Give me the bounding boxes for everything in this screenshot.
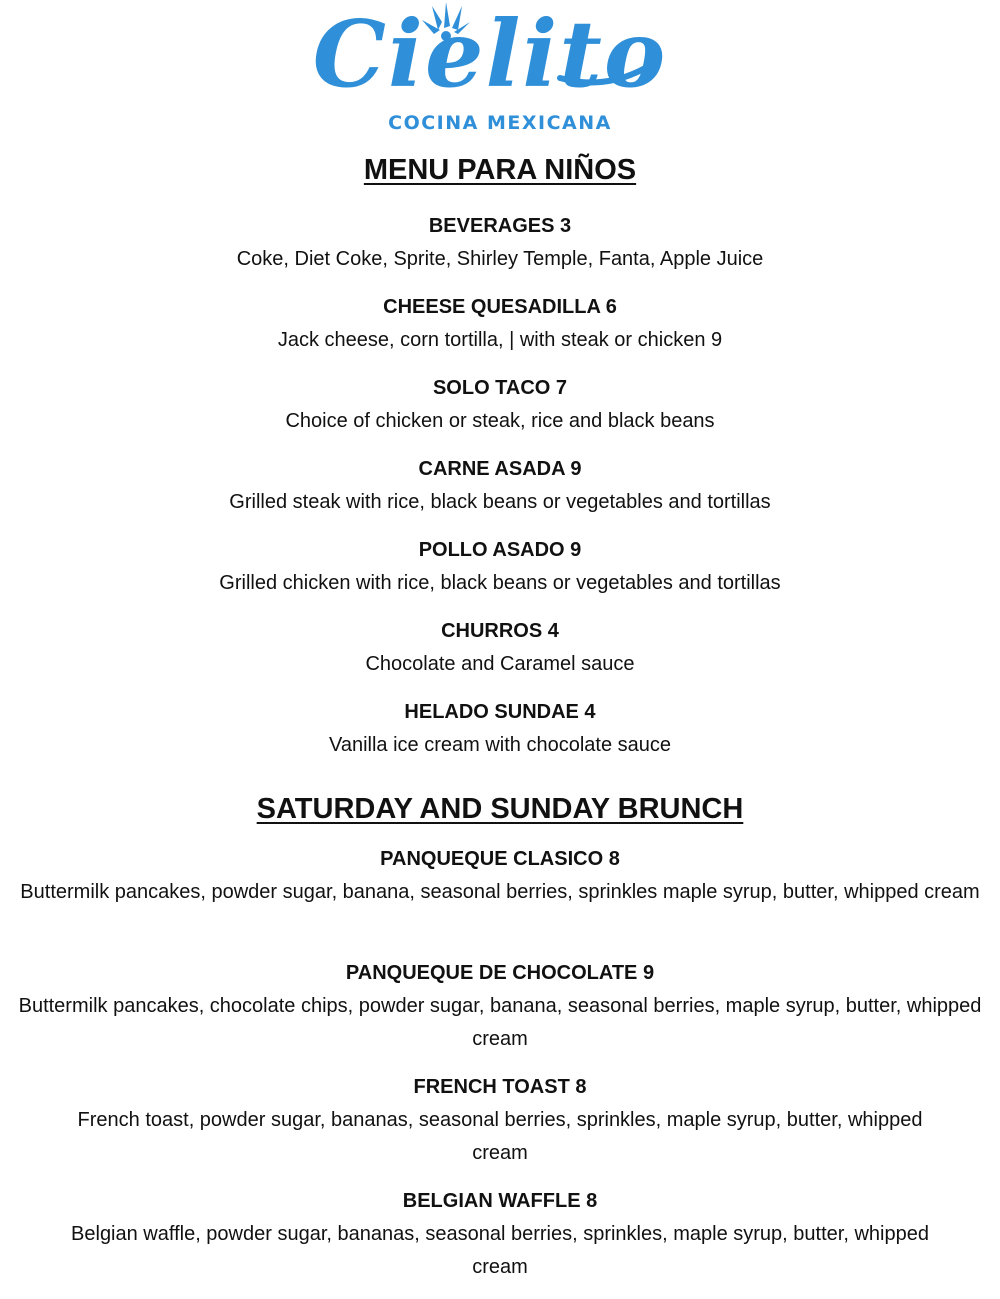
list-item [0, 210, 1000, 291]
kids-menu-list [0, 210, 1000, 777]
item-description: Choice of chicken or steak, rice and black beans [285, 410, 715, 432]
item-name: PANQUEQUE CLASICO 8 [380, 848, 620, 870]
item-name: FRENCH TOAST 8 [413, 1076, 587, 1098]
list-item [0, 453, 1000, 534]
list-item [0, 291, 1000, 372]
item-description: Vanilla ice cream with chocolate sauce [328, 734, 672, 756]
item-name: BELGIAN WAFFLE 8 [402, 1190, 598, 1212]
item-name: CHEESE QUESADILLA 6 [383, 296, 617, 318]
cielito-logo [0, 0, 1000, 140]
item-description: Grilled chicken with rice, black beans or vegetables and tortillas [219, 572, 781, 594]
item-description: Buttermilk pancakes, powder sugar, banana, seasonal berries, sprinkles maple syrup, butter, whipped cream [20, 881, 980, 903]
list-item [0, 615, 1000, 696]
list-item [0, 1071, 1000, 1185]
item-description: French toast, powder sugar, bananas, seasonal berries, sprinkles, maple syrup, butter, whipped cream [77, 1109, 923, 1164]
item-name: CHURROS 4 [441, 620, 559, 642]
brunch-menu-title: SATURDAY AND SUNDAY BRUNCH [256, 793, 744, 825]
item-description: Buttermilk pancakes, chocolate chips, powder sugar, banana, seasonal berries, maple syrup, butter, whipped cream [18, 995, 982, 1050]
item-description: Coke, Diet Coke, Sprite, Shirley Temple, Fanta, Apple Juice [236, 248, 764, 270]
list-item [0, 696, 1000, 777]
brand-name: Cielito [312, 0, 668, 108]
item-name: POLLO ASADO 9 [418, 539, 582, 561]
list-item [0, 372, 1000, 453]
item-description: Grilled steak with rice, black beans or vegetables and tortillas [229, 491, 771, 513]
list-item [0, 843, 1000, 957]
kids-menu-title: MENU PARA NIÑOS [363, 154, 637, 186]
brunch-menu-list [0, 843, 1000, 1299]
item-name: SOLO TACO 7 [432, 377, 568, 399]
item-description: Jack cheese, corn tortilla, | with steak or chicken 9 [277, 329, 723, 351]
brand-tagline: COCINA MEXICANA [388, 112, 612, 134]
item-description: Chocolate and Caramel sauce [365, 653, 635, 675]
list-item [0, 957, 1000, 1071]
item-description: Belgian waffle, powder sugar, bananas, seasonal berries, sprinkles, maple syrup, butter, whipped cream [71, 1223, 929, 1278]
item-name: HELADO SUNDAE 4 [404, 701, 596, 723]
item-name: CARNE ASADA 9 [418, 458, 582, 480]
list-item [0, 1185, 1000, 1299]
item-name: BEVERAGES 3 [428, 215, 572, 237]
cielito-wordmark [0, 0, 1000, 112]
item-name: PANQUEQUE DE CHOCOLATE 9 [345, 962, 655, 984]
list-item [0, 534, 1000, 615]
